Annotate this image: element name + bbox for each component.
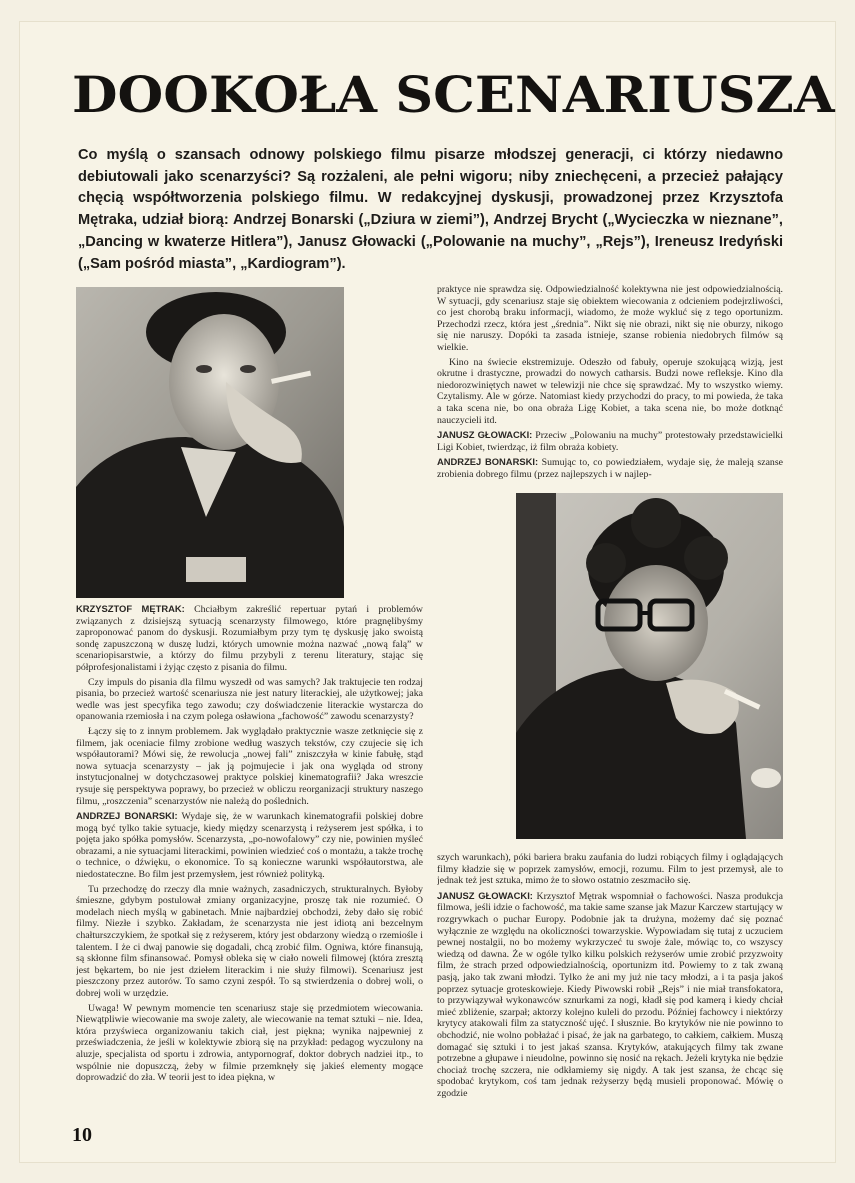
paragraph-text: Wydaje się, że w warunkach kinematografii polskiej dobre mogą być tylko takie sytuacje, kiedy między scenarzystą i reżyserem jest spółka, i to pojęta jako spółka pomysłów. Scenarzysta, „po-nowofalowy” czy nie, powinien myśleć obrazami, a nie sytuacjami literackimi, powinien wiedzieć coś o montażu, a także trochę o technice, o dźwięku, o ekonomice. To są konieczne warunki współautorstwa, ale niedostateczne. Bo film jest przemysłem, jest również polityką. xyxy=(76,811,423,881)
paragraph: szych warunkach), póki bariera braku zaufania do ludzi robiących filmy i oglądających filmy kładzie się w poprzek zamysłów, emocji, rozumu. Film to jest przemysł, ale to jednak też jest sztuka, mimo że to słowo ostatnio zeszmaciło się. xyxy=(437,852,783,887)
paragraph-text: Sumując to, co powiedziałem, wydaje się, że maleją szanse zrobienia dobrego filmu (przez najlepszych i w najlep- xyxy=(437,457,783,480)
paragraph xyxy=(76,603,423,674)
speaker-label: JANUSZ GŁOWACKI: xyxy=(437,889,533,901)
paragraph: Uwaga! W pewnym momencie ten scenariusz staje się przedmiotem wiecowania. Niewątpliwie wiecowanie ma swoje zalety, ale wiecowanie na temat sztuki – nie. Idea, która przyświeca organizowaniu takich ciał, jest piękna; wynika najpewniej z przeświadczenia, że jeśli w kolektywie zbiorą się na przykład: pedagog wyczulony na aluzje, specjalista od sportu i zdrowia, antypornograf, doktor dobrych nadziei itp., to wspólnie nie dopuszczą, żeby w filmie przemknęły się jakieś elementy mogące doprowadzić do zła. W teorii jest to idea piękna, w xyxy=(76,1002,423,1084)
text-column-right-bottom xyxy=(437,852,783,1117)
text-column-left xyxy=(76,603,423,1113)
paragraph: Czy impuls do pisania dla filmu wyszedł od was samych? Jak traktujecie ten rodzaj pisania, bo przecież wartość scenariusza nie jest natury literackiej, ale użytkowej; jaka wedle was jest specyfika tego zawodu; czy doświadczenie literackie wystarcza do opanowania rzemiosła i na czym polega osławiona „fachowość” zawodu scenarzysty? xyxy=(76,676,423,723)
text-column-right-top xyxy=(437,284,783,484)
paragraph: praktyce nie sprawdza się. Odpowiedzialność kolektywna nie jest odpowiedzialnością. W sytuacji, gdy scenariusz staje się obiektem wiecowania z odcieniem podejrzliwości, co jest chorobą braku informacji, wiadomo, że może wykluć się z tego oportunizm. Przechodzi rzecz, która jest „średnia”. Nikt się nie obrazi, nikt się nie oburzy, nikogo się nie naruszy. Dopóki ta zasada istnieje, szanse robienia niedobrych filmów są wielkie. xyxy=(437,284,783,353)
lead-paragraph: Co myślą o szansach odnowy polskiego filmu pisarze młodszej generacji, ci którzy niedawno debiutowali jako scenarzyści? Są rozżaleni, ale pełni wigoru; niby zniechęceni, a przecież pałający chęcią współtworzenia polskiego filmu. W redakcyjnej dyskusji, prowadzonej przez Krzysztofa Mętraka, udział biorą: Andrzej Bonarski („Dziura w ziemi”), Andrzej Brycht („Wycieczka w nieznane”, „Dancing w kwaterze Hitlera”), Janusz Głowacki („Polowanie na muchy”, „Rejs”), Ireneusz Iredyński („Sam pośród miasta”, „Kardiogram”). xyxy=(78,147,783,272)
photo-man-smoking xyxy=(76,287,344,598)
paragraph-text: Chciałbym zakreślić repertuar pytań i problemów związanych z dzisiejszą sytuacją scenarzysty filmowego, które pragnęlibyśmy zaproponować panom do dyskusji. Rozumiałbym przy tym tę dyskusję jako swoistą sondę zapuszczoną w duszę ludzi, których umownie można nazwać „nową falą” w scenariopisarstwie, a którzy do filmu przybyli z terenu literatury, stając się półprofesjonalistami i żyjąc często z pisania do filmu. xyxy=(76,604,423,673)
speaker-label: ANDRZEJ BONARSKI: xyxy=(76,810,178,822)
photo-man-glasses xyxy=(516,493,783,839)
paragraph xyxy=(76,810,423,881)
speaker-label: KRZYSZTOF MĘTRAK: xyxy=(76,603,185,614)
paragraph: Tu przechodzę do rzeczy dla mnie ważnych, zasadniczych, strukturalnych. Byłoby śmieszne, gdybym postulował zmiany organizacyjne, proszę tak nie rozumieć. O modelach niech myślą w gabinetach. Mnie najbardziej obchodzi, żeby dało się robić filmy. Niezłe i szybko. Zakładam, że scenarzysta nie jest idiotą ani bezcelnym chałturszczykiem, że spotkał się z reżyserem, który jest obdarzony wiedzą o rzemiośle i talentem. I że ci dwaj panowie się dogadali, chcą zrobić film. Ogniwa, które finansują, są skłonne film sfinansować. Pomysł obleka się w ciało noweli filmowej (która zresztą jest bękartem, bo nie jest dziełem literackim i nie służy filmowi). Scenariusz jest pieszczony przez autorów. To samo czyni zespół. To są stwierdzenia o dobrej woli, o dobrej woli w urzędzie. xyxy=(76,883,423,999)
paragraph xyxy=(437,429,783,453)
headline: DOOKOŁA SCENARIUSZA xyxy=(72,65,835,124)
paragraph: Łączy się to z innym problemem. Jak wyglądało praktycznie wasze zetknięcie się z filmem, jak oceniacie filmy zrobione według waszych tekstów, czy czujecie się ich współautorami? Mówi się, że rewolucja „nowej fali” zniszczyła w kinie fabułę, stąd nowa sytuacja scenarzysty – jak ją pojmujecie i jak ona wygląda od strony instytucjonalnej w dotychczasowej praktyce polskiej kinematografii? Jaka wreszcie rysuje się perspektywa poprawy, bo przecież w obliczu reorganizacji struktury naszego filmu, „roszczenia” scenarzystów nie należą do poślednich. xyxy=(76,725,423,807)
paragraph xyxy=(437,456,783,480)
paragraph-text: Przeciw „Polowaniu na muchy” protestowały przedstawicielki Ligi Kobiet, twierdząc, iż film obraża kobiety. xyxy=(437,430,783,453)
speaker-label: JANUSZ GŁOWACKI: xyxy=(437,429,533,441)
paragraph: Kino na świecie ekstremizuje. Odeszło od fabuły, operuje szokującą wizją, jest okrutne i drastyczne, prowadzi do nowych catharsis. Budzi nowe refleksje. Kino dla niedorozwiniętych nawet w telewizji nie chce się sprawdzać. My to wszystko wiemy. Czytalismy. Ale w górze. Natomiast kiedy przychodzi do pracy, to mi powieda, że taka a taka scena nie, bo ona obraża Ligę Kobiet, a taka scena nie, bo może dotknąć nauczycieli itd. xyxy=(437,356,783,426)
page-number: 10 xyxy=(72,1124,92,1146)
speaker-label: ANDRZEJ BONARSKI: xyxy=(437,456,539,468)
paragraph-text: Krzysztof Mętrak wspomniał o fachowości. Nasza produkcja filmowa, jeśli idzie o fachowość, ma takie same szanse jak Mazur Karczew startujący w rozgrywkach o puchar Europy. Podobnie jak ta drużyna, możemy dać się poznać wyłącznie ze względu na okoliczności towarzyskie. Wypowiadam się tutaj z uczuciem pewnej nostalgii, no bo możemy wykrzyczeć tu swoje żale, mówiąc to, co wszyscy wiedzą od dawna. Że w ogóle tylko kilku polskich reżyserów umie zrobić przyzwoity film, że strach przed odpowiedzialnością, oportunizm itd. Powiemy to z tak zwaną pasją, jako tak zwani młodzi. Tylko że ani my już nie tacy młodzi, a i ta pasja jakoś poprzez sytuacje groteskowieje. Kiedy Piwowski robił „Rejs” i nie miał transfokatora, to przywiązywał wykonawców sznurkami za nogi, kładł się pod kamerą i kiedy chciał mieć zbliżenie, szarpał; aktorzy kolejno kuleli do przodu. Później fachowcy i niektórzy krytycy atakowali film za statyczność ujęć. I słusznie. Bo krytyków nie nie powinno to obchodzić, nie wolno pobłażać i pisać, że jak na garbatego, to całkiem, całkiem. Muszą domagać się sztuki i to jest jakaś szansa. Krytyków, atakujących filmy tak zwane potrzebne a głupawe i nieudolne, powinno się nosić na rękach. Jeżeli krytyka nie będzie chociaż trochę szczera, nie odkłamiemy się nigdy. A tak jest szansa, że chcąc się spodobać krytykom, coś tam jednak reżyserzy będą musieli proponować. Mówię o zgodzie xyxy=(437,890,783,1099)
paragraph xyxy=(437,890,783,1100)
